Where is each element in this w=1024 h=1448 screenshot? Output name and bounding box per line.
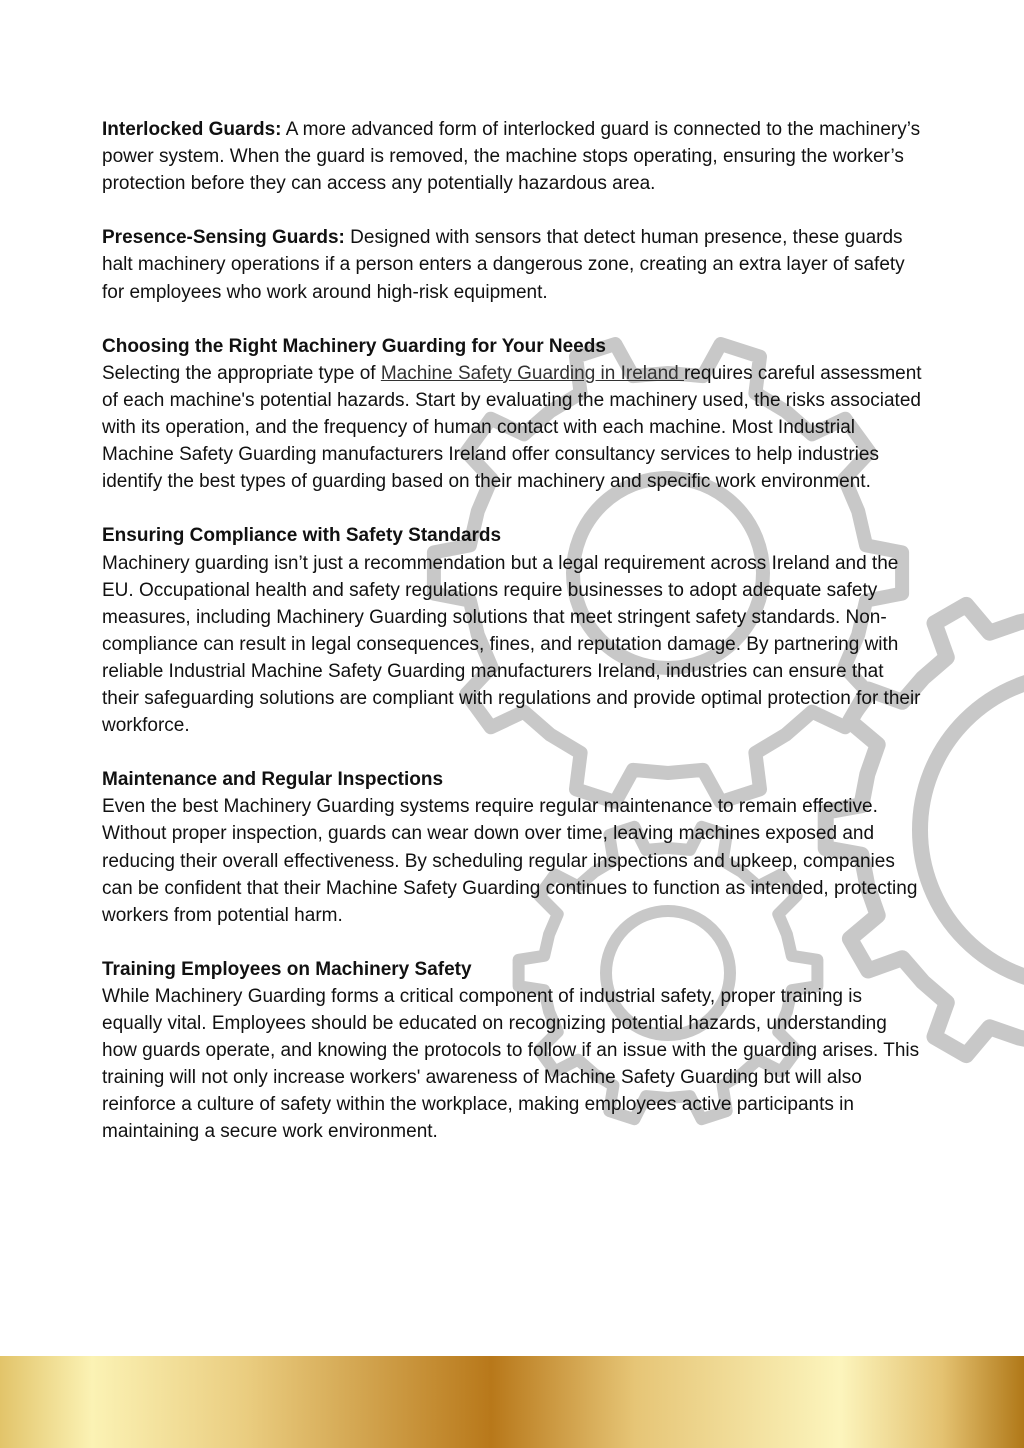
section-maintenance — [102, 766, 924, 929]
section-heading: Ensuring Compliance with Safety Standards — [102, 525, 502, 547]
section-heading: Training Employees on Machinery Safety — [102, 958, 472, 980]
paragraph-text: Designed with sensors that detect human presence, these guards halt machinery operations if a person enters a dangerous zone, creating an extra layer of safety for employees who work around high-risk equipment. — [102, 227, 905, 303]
document-body — [102, 116, 924, 1146]
paragraph-presence-sensing-guards — [102, 224, 924, 305]
machine-safety-guarding-link[interactable]: Machine Safety Guarding in Ireland — [380, 362, 684, 384]
section-text: requires careful assessment of each machine's potential hazards. Start by evaluating the machinery used, the risks associated with its operation, and the frequency of human contact with each machine. Most Industrial Machine Safety Guarding manufacturers Ireland offer consultancy services to help industries identify the best types of guarding based on their machinery and specific work environment. — [102, 362, 922, 493]
gold-footer-band — [0, 1356, 1024, 1448]
section-heading: Maintenance and Regular Inspections — [102, 769, 444, 791]
paragraph-lead: Presence-Sensing Guards: — [102, 227, 345, 249]
section-training — [102, 956, 924, 1146]
section-text: While Machinery Guarding forms a critical component of industrial safety, proper training is equally vital. Employees should be educated on recognizing potential hazards, understanding how guards operate, and knowing the protocols to follow if an issue with the guarding arises. This training will not only increase workers' awareness of Machine Safety Guarding but will also reinforce a culture of safety within the workplace, making employees active participants in maintaining a secure work environment. — [102, 986, 920, 1143]
section-text: Machinery guarding isn’t just a recommendation but a legal requirement across Ireland and the EU. Occupational health and safety regulations require businesses to adopt adequate safety measures, including Machinery Guarding solutions that meet stringent safety standards. Non-compliance can result in legal consequences, fines, and reputation damage. By partnering with reliable Industrial Machine Safety Guarding manufacturers Ireland, industries can ensure that their safeguarding solutions are compliant with regulations and provide optimal protection for their workforce. — [102, 552, 921, 737]
section-text: Selecting the appropriate type of — [102, 362, 381, 384]
paragraph-text: A more advanced form of interlocked guard is connected to the machinery’s power system. When the guard is removed, the machine stops operating, ensuring the worker’s protection before they can access any potentially hazardous area. — [102, 119, 921, 195]
section-choosing-guarding — [102, 333, 924, 496]
section-compliance — [102, 522, 924, 739]
section-text: Even the best Machinery Guarding systems require regular maintenance to remain effective. Without proper inspection, guards can wear down over time, leaving machines exposed and reducing their overall effectiveness. By scheduling regular inspections and upkeep, companies can be confident that their Machine Safety Guarding continues to function as intended, protecting workers from potential harm. — [102, 796, 918, 926]
section-heading: Choosing the Right Machinery Guarding for Your Needs — [102, 335, 606, 357]
paragraph-lead: Interlocked Guards: — [102, 119, 282, 140]
paragraph-interlocked-guards — [102, 116, 924, 197]
gear-hole — [920, 675, 1024, 985]
